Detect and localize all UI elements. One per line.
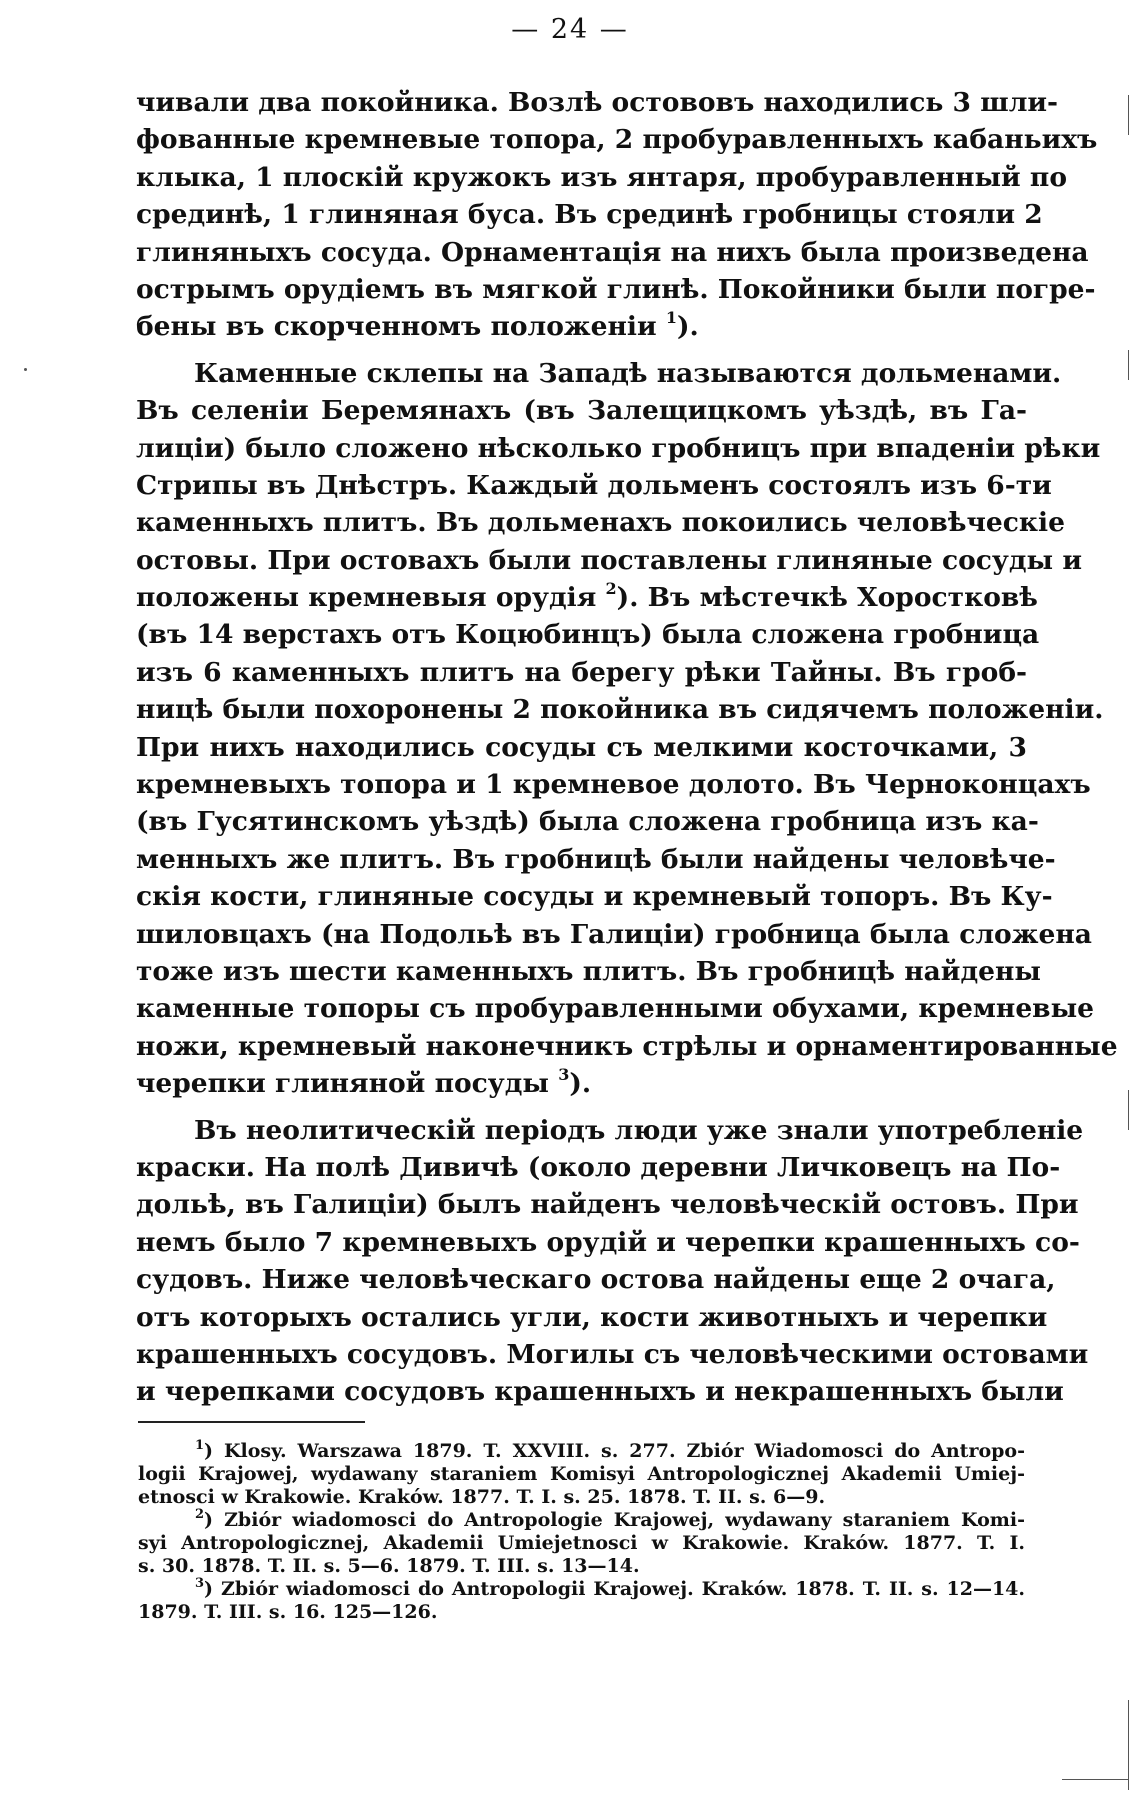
text-line: кремневыхъ топора и 1 кремневое долото. Въ Черноконцахъ — [136, 769, 1091, 801]
text-line: Въ селеніи Беремянахъ (въ Залещицкомъ уѣздѣ, въ Га- — [136, 395, 1027, 427]
scan-dot — [24, 368, 27, 371]
footnote-line — [138, 1578, 1025, 1601]
text-fragment: черепки глиняной посуды — [136, 1068, 549, 1100]
text-line: клыка, 1 плоскій кружокъ изъ янтаря, пробуравленный по — [136, 161, 1067, 193]
footnote-ref-1: 1 — [665, 308, 678, 328]
text-fragment: ). Въ мѣстечкѣ Хоростковѣ — [616, 582, 1038, 614]
text-fragment: положены кремневыя орудія — [136, 582, 597, 614]
text-line: срединѣ, 1 глиняная буса. Въ срединѣ гробницы стояли 2 — [136, 199, 1043, 231]
scan-edge-mark — [1128, 1090, 1129, 1130]
text-line: дольѣ, въ Галиціи) былъ найденъ человѣческій остовъ. При — [136, 1189, 1079, 1221]
paragraph-2 — [136, 355, 1118, 1103]
text-fragment: ). — [569, 1068, 592, 1100]
text-line: чивали два покойника. Возлѣ остововъ находились 3 шли- — [136, 87, 1059, 118]
text-line: (въ Гусятинскомъ уѣздѣ) была сложена гробница изъ ка- — [136, 806, 1039, 838]
text-line: глиняныхъ сосуда. Орнаментація на нихъ была произведена — [136, 236, 1089, 268]
footnote-marker: 3 — [195, 1576, 205, 1591]
text-fragment: ). — [677, 311, 699, 343]
footnote-line: 1879. T. III. s. 16. 125—126. — [138, 1601, 438, 1623]
text-line: шиловцахъ (на Подольѣ въ Галиціи) гробница была сложена — [136, 918, 1092, 950]
scan-edge-mark — [1128, 350, 1129, 380]
text-line: Стрипы въ Днѣстръ. Каждый дольменъ состоялъ изъ 6-ти — [136, 469, 1052, 501]
text-line: судовъ. Ниже человѣческаго остова найдены еще 2 очага, — [136, 1264, 1056, 1296]
text-line — [136, 308, 1027, 345]
text-line: ницѣ были похоронены 2 покойника въ сидячемъ положеніи. — [136, 694, 1104, 726]
text-line — [136, 579, 1038, 616]
text-line: (въ 14 верстахъ отъ Коцюбинцъ) была сложена гробница — [136, 619, 1040, 651]
footnote-line: etnosci w Krakowie. Kraków. 1877. T. I. s. 25. 1878. T. II. s. 6—9. — [138, 1486, 826, 1508]
footnote-line: s. 30. 1878. T. II. s. 5—6. 1879. T. III. s. 13—14. — [138, 1555, 640, 1577]
scan-edge-mark — [1062, 1779, 1128, 1780]
text-line: менныхъ же плитъ. Въ гробницѣ были найдены человѣче- — [136, 843, 1056, 875]
footnote-line: syi Antropologicznej, Akademii Umiejetnosci w Krakowie. Kraków. 1877. T. I. — [138, 1532, 1025, 1554]
footnote-marker: 2 — [195, 1507, 205, 1522]
text-line: фованные кремневые топора, 2 пробуравленныхъ кабаньихъ — [136, 124, 1098, 156]
text-fragment: ) Zbiór wiadomosci do Antropologii Krajowej. Kraków. 1878. T. II. s. 12—14. — [204, 1578, 1025, 1600]
paragraph-3 — [136, 1112, 1089, 1411]
text-line: изъ 6 каменныхъ плитъ на берегу рѣки Тайны. Въ гроб- — [136, 656, 1027, 688]
text-line: немъ было 7 кремневыхъ орудій и черепки крашенныхъ со- — [136, 1226, 1080, 1258]
text-line: острымъ орудіемъ въ мягкой глинѣ. Покойники были погре- — [136, 273, 1096, 305]
scan-edge-mark — [1128, 1700, 1129, 1790]
footnote-ref-3: 3 — [558, 1065, 570, 1085]
main-text — [136, 84, 1118, 1420]
footnote-ref-2: 2 — [605, 579, 617, 599]
text-line: Каменные склепы на Западѣ называются дольменами. — [194, 357, 1062, 389]
footnote-line — [138, 1509, 1025, 1532]
text-line: каменные топоры съ пробуравленными обухами, кремневые — [136, 993, 1095, 1025]
text-line: Въ неолитическій періодъ люди уже знали употребленіе — [194, 1114, 1084, 1146]
text-line: каменныхъ плитъ. Въ дольменахъ покоились человѣческіе — [136, 507, 1065, 539]
footnote-line: logii Krajowej, wydawany staraniem Komisyi Antropologicznej Akademii Umiej- — [138, 1463, 1025, 1485]
footnotes — [138, 1440, 1025, 1624]
text-line: ножи, кремневый наконечникъ стрѣлы и орнаментированные — [136, 1030, 1118, 1062]
text-line: остовы. При остовахъ были поставлены глиняные сосуды и — [136, 544, 1082, 576]
text-fragment: ) Klosy. Warszawa 1879. T. XXVIII. s. 277. Zbiór Wiadomosci do Antropo- — [204, 1440, 1025, 1462]
footnote-marker: 1 — [195, 1438, 205, 1453]
text-fragment: ) Zbiór wiadomosci do Antropologie Krajowej, wydawany staraniem Komi- — [204, 1509, 1025, 1531]
text-line: и черепками сосудовъ крашенныхъ и некрашенныхъ были — [136, 1376, 1064, 1408]
text-line: При нихъ находились сосуды съ мелкими косточками, 3 — [136, 731, 1027, 763]
text-line: скія кости, глиняные сосуды и кремневый топоръ. Въ Ку- — [136, 881, 1053, 913]
text-line: крашенныхъ сосудовъ. Могилы съ человѣческими остовами — [136, 1338, 1089, 1370]
text-line: тоже изъ шести каменныхъ плитъ. Въ гробницѣ найдены — [136, 955, 1041, 987]
footnote-line — [138, 1440, 1025, 1463]
page-number: — 24 — — [511, 14, 629, 45]
text-line: лиціи) было сложено нѣсколько гробницъ при впаденіи рѣки — [136, 432, 1101, 464]
scan-edge-mark — [1128, 95, 1129, 135]
text-line — [136, 1065, 1027, 1102]
paragraph-1 — [136, 84, 1098, 346]
text-line: краски. На полѣ Дивичѣ (около деревни Личковецъ на По- — [136, 1151, 1061, 1183]
text-line: отъ которыхъ остались угли, кости животныхъ и черепки — [136, 1301, 1048, 1333]
footnote-separator — [138, 1421, 365, 1423]
text-fragment: бены въ скорченномъ положеніи — [136, 311, 657, 343]
